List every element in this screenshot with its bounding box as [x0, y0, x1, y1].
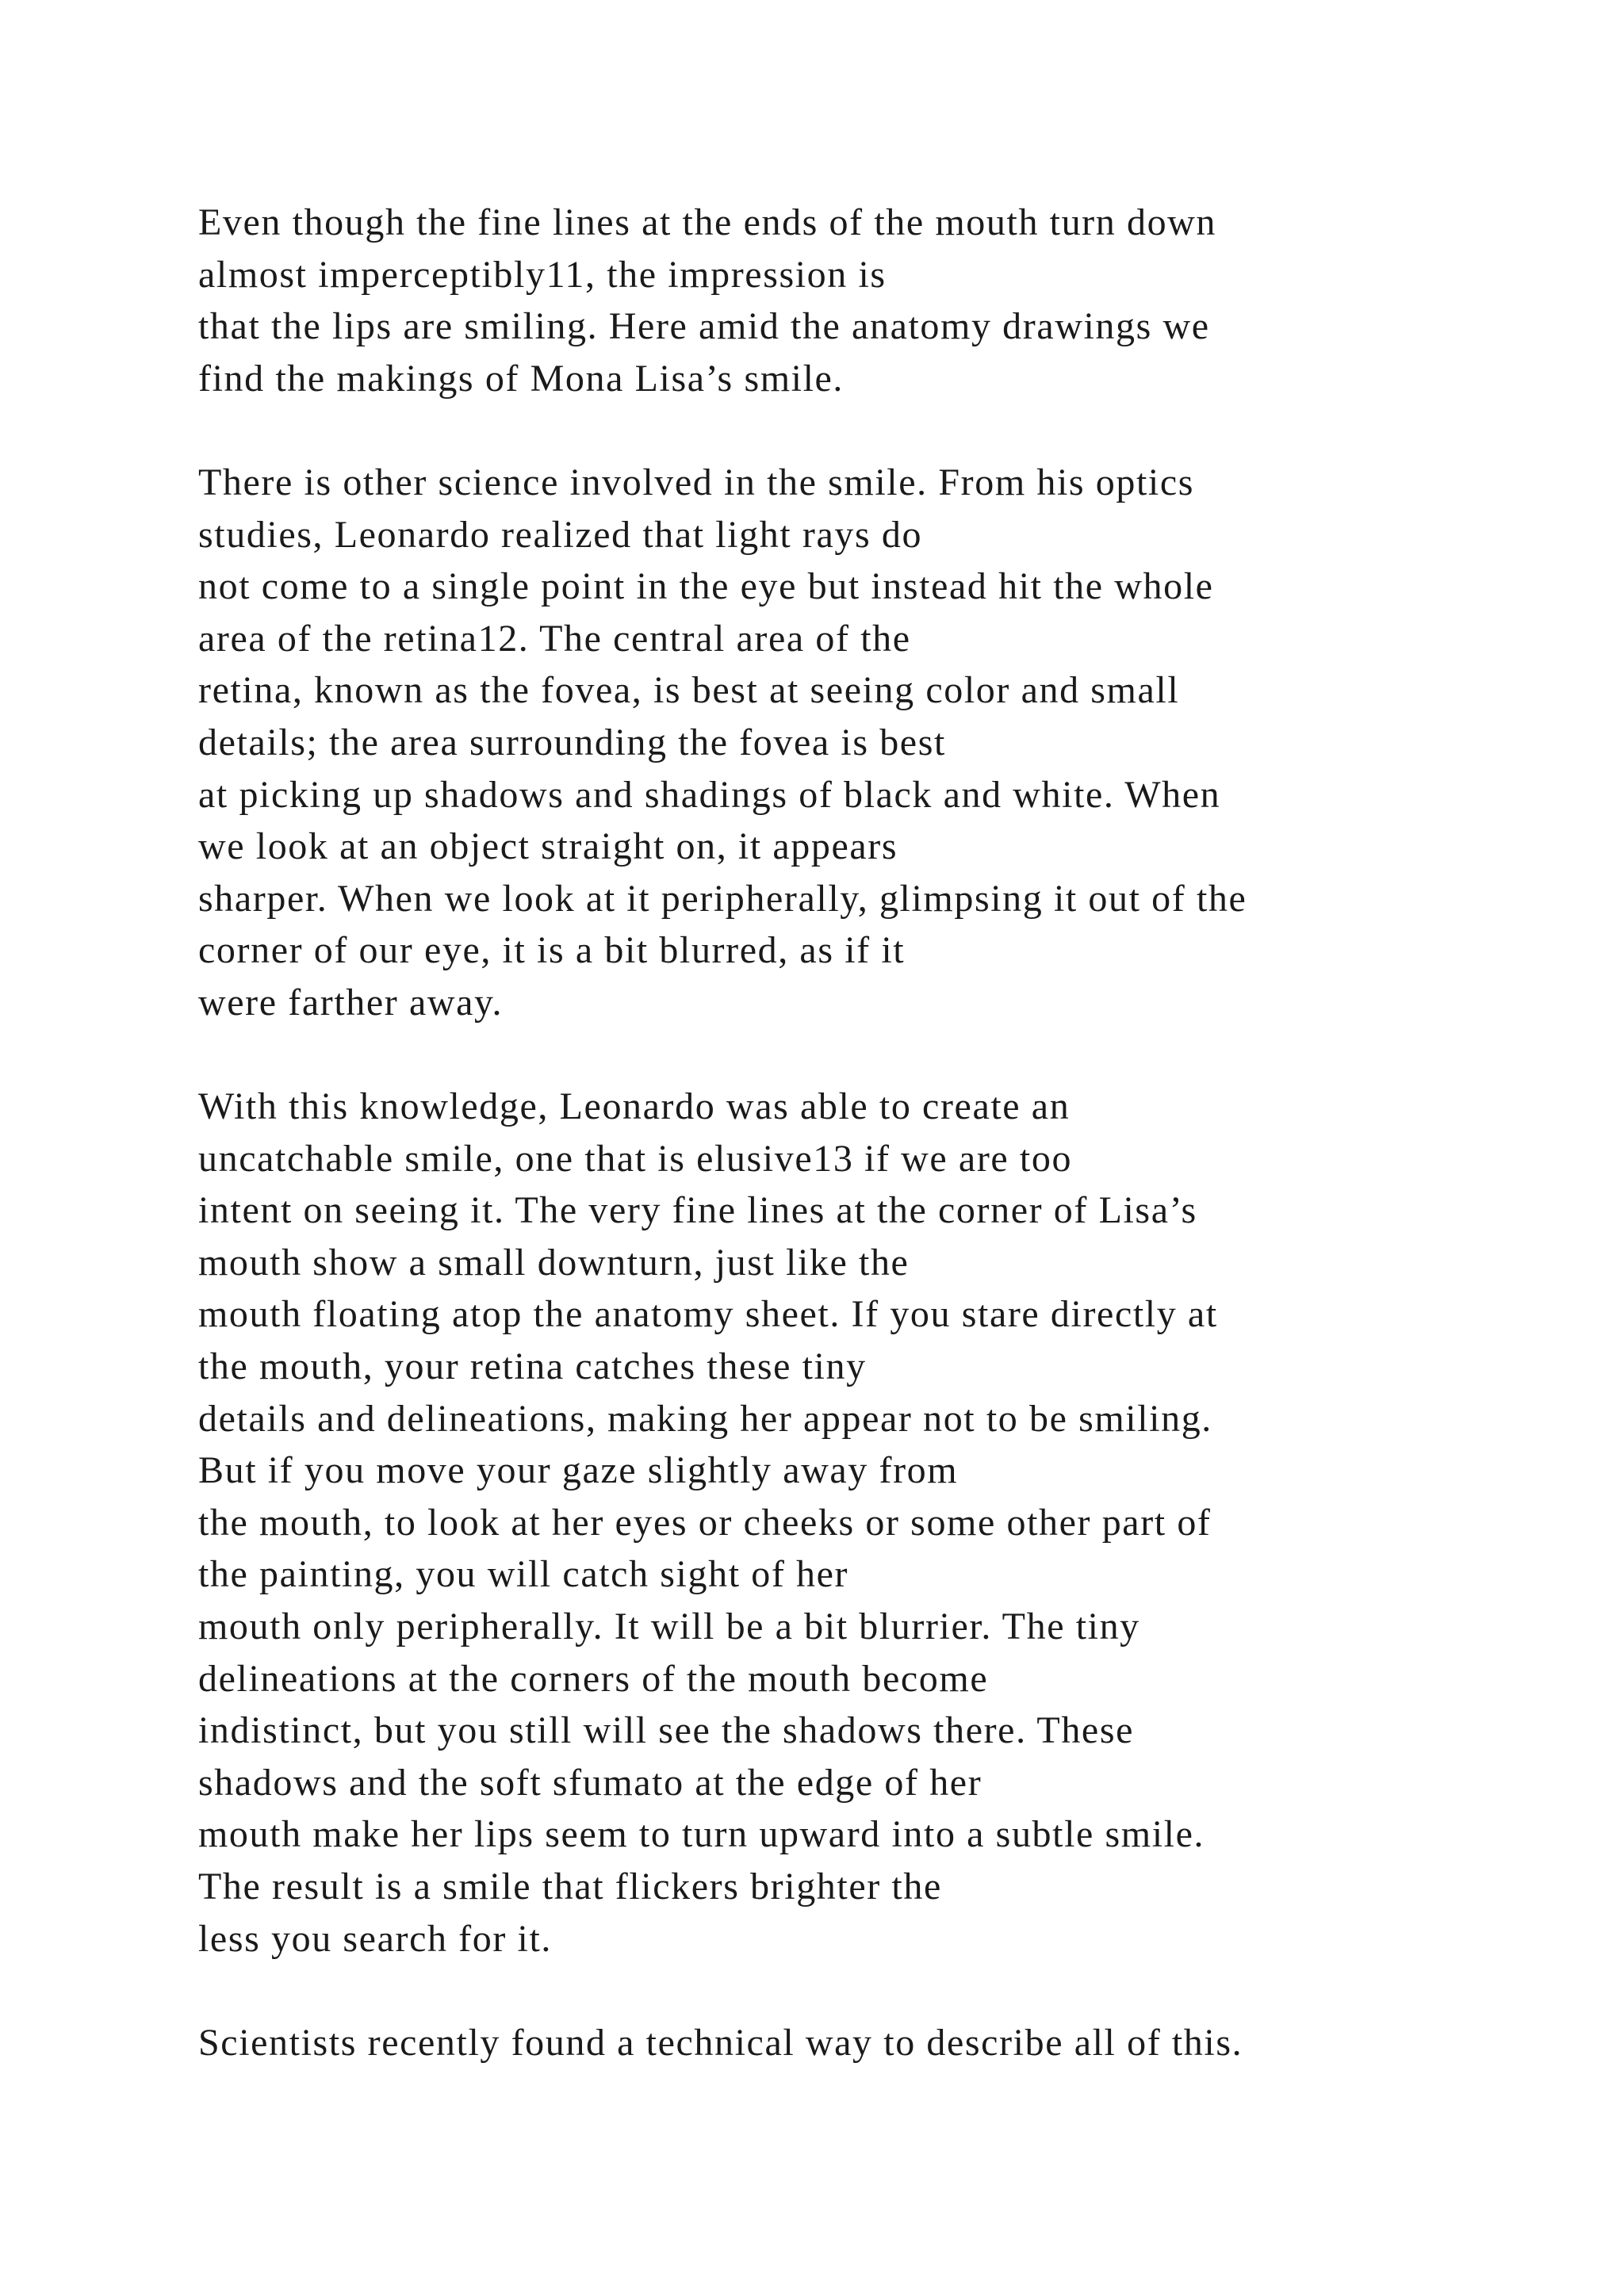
text-line: Even though the fine lines at the ends of the mouth turn down	[198, 201, 1217, 243]
text-line: that the lips are smiling. Here amid the anatomy drawings we	[198, 305, 1210, 348]
paragraph-4	[198, 2017, 1546, 2069]
text-line: There is other science involved in the smile. From his optics	[198, 461, 1195, 503]
text-line: With this knowledge, Leonardo was able to create an	[198, 1085, 1071, 1128]
text-line: mouth make her lips seem to turn upward into a subtle smile.	[198, 1813, 1205, 1856]
body-text	[198, 197, 1546, 2068]
text-line: intent on seeing it. The very fine lines at the corner of Lisa’s	[198, 1189, 1197, 1232]
text-line: the mouth, your retina catches these tiny	[198, 1345, 867, 1388]
text-line: studies, Leonardo realized that light rays do	[198, 513, 923, 556]
text-line: indistinct, but you still will see the shadows there. These	[198, 1709, 1135, 1752]
text-line: sharper. When we look at it peripherally, glimpsing it out of the	[198, 877, 1247, 920]
text-line: details; the area surrounding the fovea is best	[198, 721, 946, 763]
text-line: not come to a single point in the eye but instead hit the whole	[198, 565, 1214, 608]
text-line: details and delineations, making her appear not to be smiling.	[198, 1397, 1212, 1440]
text-line: at picking up shadows and shadings of black and white. When	[198, 773, 1221, 816]
text-line: The result is a smile that flickers brighter the	[198, 1866, 942, 1908]
text-line: find the makings of Mona Lisa’s smile.	[198, 357, 845, 400]
text-line: mouth floating atop the anatomy sheet. If you stare directly at	[198, 1293, 1218, 1336]
paragraph-1	[198, 197, 1546, 404]
text-line: mouth only peripherally. It will be a bit blurrier. The tiny	[198, 1605, 1140, 1648]
text-line: shadows and the soft sfumato at the edge of her	[198, 1761, 982, 1804]
text-line: delineations at the corners of the mouth become	[198, 1657, 989, 1700]
text-line: area of the retina12. The central area of the	[198, 617, 911, 660]
text-line: But if you move your gaze slightly away from	[198, 1449, 959, 1492]
text-line: were farther away.	[198, 981, 504, 1024]
text-line: mouth show a small downturn, just like the	[198, 1241, 910, 1284]
text-line: the mouth, to look at her eyes or cheeks or some other part of	[198, 1501, 1212, 1544]
text-line: the painting, you will catch sight of her	[198, 1553, 849, 1596]
paragraph-3	[198, 1081, 1546, 1965]
text-line: almost imperceptibly11, the impression is	[198, 253, 887, 296]
text-line: less you search for it.	[198, 1917, 553, 1960]
text-line: Scientists recently found a technical way to describe all of this.	[198, 2021, 1243, 2064]
text-line: we look at an object straight on, it appears	[198, 825, 898, 868]
text-line: retina, known as the fovea, is best at seeing color and small	[198, 669, 1180, 712]
paragraph-2	[198, 457, 1546, 1029]
text-line: uncatchable smile, one that is elusive13 if we are too	[198, 1137, 1073, 1180]
text-line: corner of our eye, it is a bit blurred, as if it	[198, 929, 906, 972]
